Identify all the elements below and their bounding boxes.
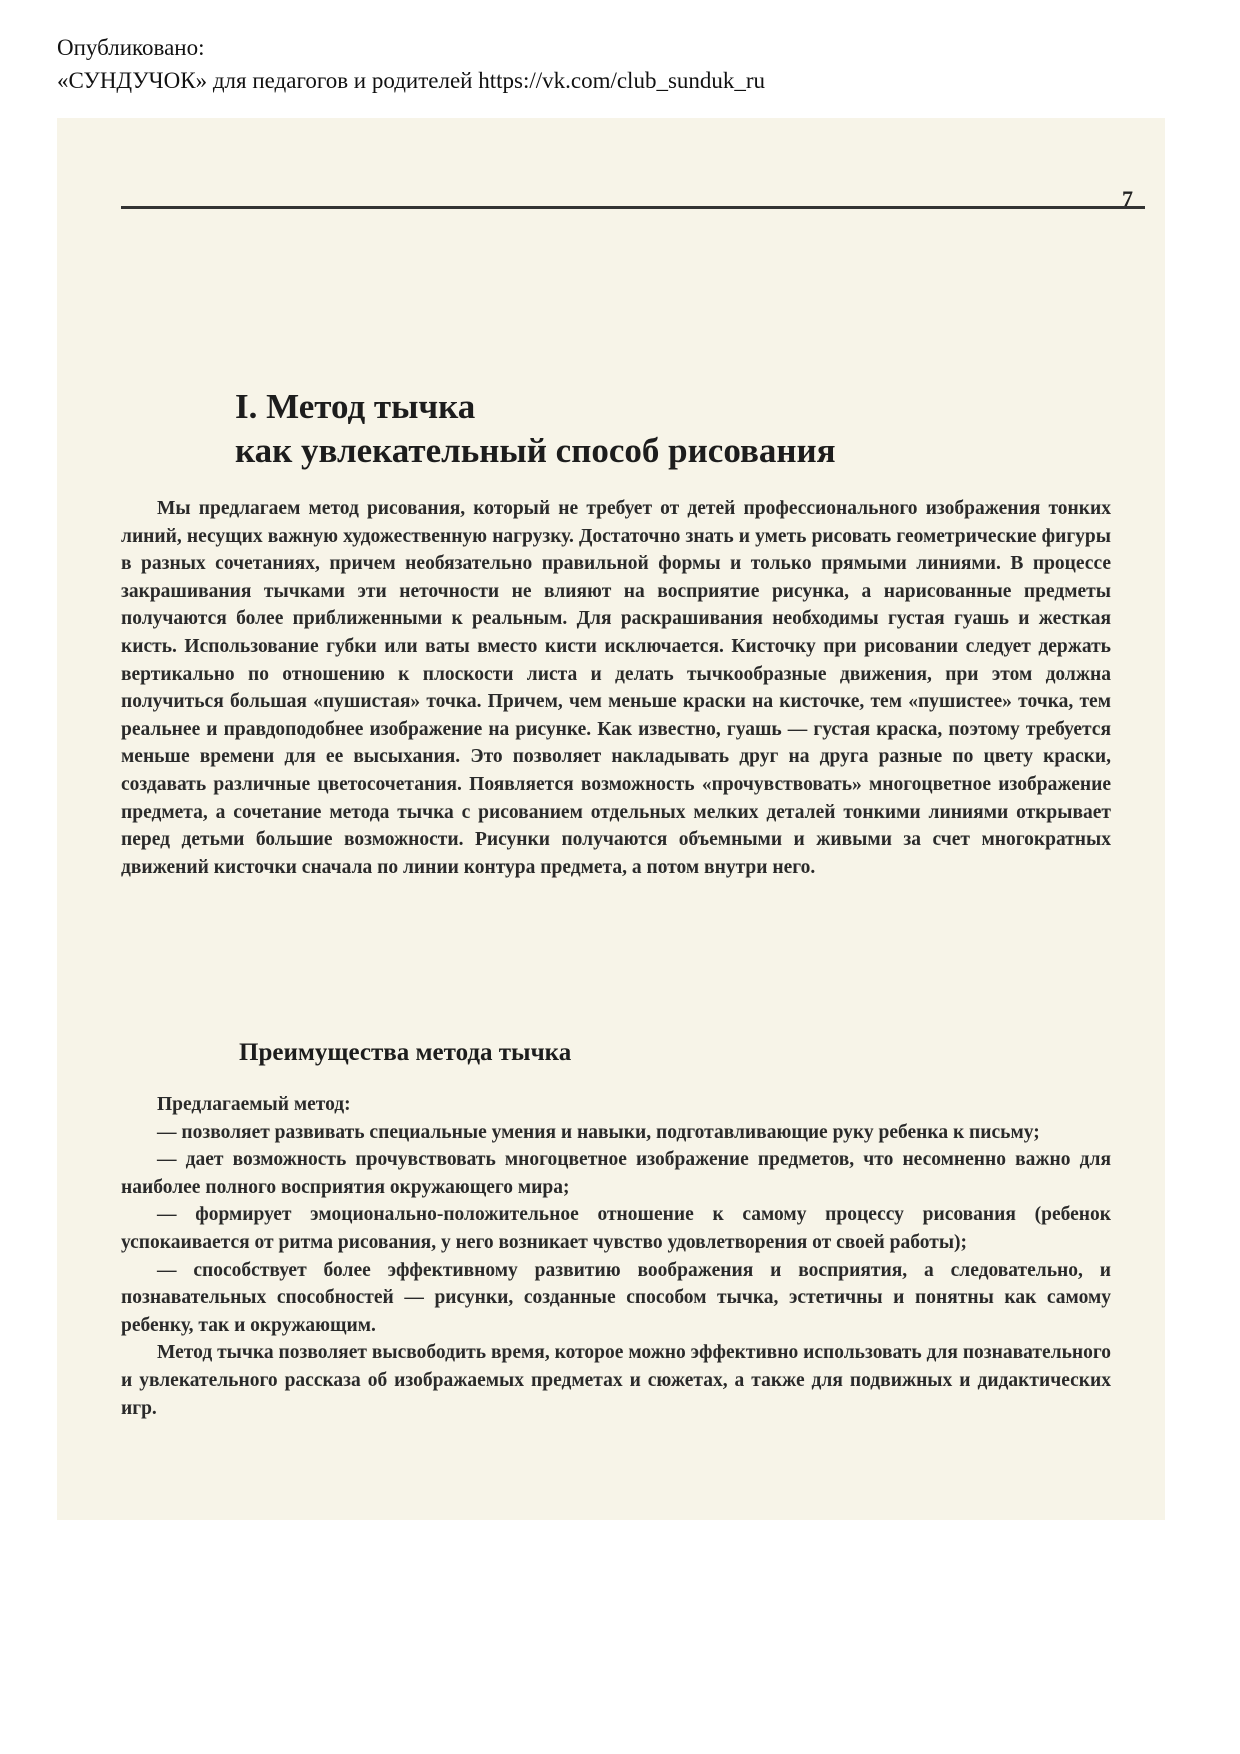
advantages-lead: Предлагаемый метод:: [157, 1094, 351, 1115]
closing-paragraph: Метод тычка позволяет высвободить время, которое можно эффективно использовать для познавательного и увлекательного рассказа об изображаемых предметах и сюжетах, а также для подвижных и дидактических игр.: [121, 1342, 1111, 1419]
publication-source: «СУНДУЧОК» для педагогов и родителей https://vk.com/club_sunduk_ru: [57, 68, 766, 93]
list-item: — дает возможность прочувствовать многоцветное изображение предметов, что несомненно важно для наиболее полного восприятия окружающего мира;: [121, 1149, 1111, 1198]
chapter-title-line-2: как увлекательный способ рисования: [235, 431, 836, 470]
section-title: Преимущества метода тычка: [239, 1039, 572, 1066]
advantages-list: [121, 1091, 1111, 1422]
list-item: — позволяет развивать специальные умения и навыки, подготавливающие руку ребенка к письму;: [157, 1121, 1040, 1143]
scanned-book-page: [57, 118, 1165, 1520]
intro-paragraph: Мы предлагаем метод рисования, который не требует от детей профессионального изображения тонких линий, несущих важную художественную нагрузку. Достаточно знать и уметь рисовать геометрические фигуры в разных сочетаниях, причем необязательно правильной формы и только прямыми линиями. В процессе закрашивания тычками эти неточности не влияют на восприятие рисунка, а нарисованные предметы получаются более приближенными к реальным. Для раскрашивания необходимы густая гуашь и жесткая кисть. Использование губки или ваты вместо кисти исключается. Кисточку при рисовании следует держать вертикально по отношению к плоскости листа и делать тычкообразные движения, при этом должна получиться большая «пушистая» точка. Причем, чем меньше краски на кисточке, тем «пушистее» точка, тем реальнее и правдоподобнее изображение на рисунке. Как известно, гуашь — густая краска, поэтому требуется меньше времени для ее высыхания. Это позволяет накладывать друг на друга разные по цвету краски, создавать различные цветосочетания. Появляется возможность «прочувствовать» многоцветное изображение предмета, а сочетание метода тычка с рисованием отдельных мелких деталей тонкими линиями открывает перед детьми большие возможности. Рисунки получаются объемными и живыми за счет многократных движений кисточки сначала по линии контура предмета, а потом внутри него.: [121, 498, 1111, 878]
chapter-title: [235, 385, 836, 473]
chapter-title-line-1: I. Метод тычка: [235, 387, 476, 426]
list-item: — способствует более эффективному развитию воображения и восприятия, а следовательно, и познавательных способностей — рисунки, созданные способом тычка, эстетичны и понятны как самому ребенку, так и окружающим.: [121, 1259, 1111, 1336]
chapter-intro: [121, 495, 1111, 881]
publication-note: [57, 31, 765, 97]
header-rule: [121, 206, 1145, 209]
page-number: 7: [1122, 186, 1133, 211]
publication-label: Опубликовано:: [57, 35, 205, 60]
list-item: — формирует эмоционально-положительное отношение к самому процессу рисования (ребенок успокаивается от ритма рисования, у него возникает чувство удовлетворения от своей работы);: [121, 1204, 1111, 1253]
